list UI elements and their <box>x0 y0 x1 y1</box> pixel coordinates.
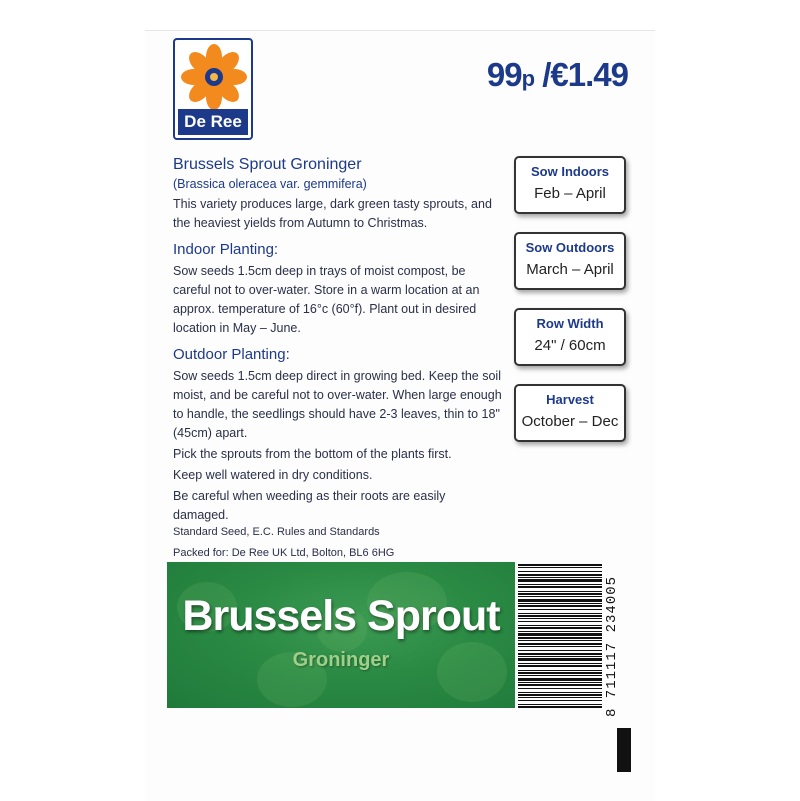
product-name: Brussels Sprout Groninger <box>173 156 362 173</box>
barcode-bar <box>518 682 602 683</box>
row-width-box <box>514 308 626 366</box>
barcode-bar <box>518 618 602 619</box>
barcode-bar <box>518 688 602 689</box>
barcode-bar <box>518 596 602 597</box>
barcode-bar <box>518 643 602 645</box>
price-separator: / <box>534 56 551 93</box>
outdoor-planting-text: Sow seeds 1.5cm deep direct in growing bed. Keep the soil moist, and be careful not to over-water. When large enough to handle, the seedlings should have 2-3 leaves, thin to 18" (45cm) apart. <box>173 369 502 440</box>
harvest-value: October – Dec <box>521 413 619 430</box>
harvest-label: Harvest <box>546 392 594 407</box>
outdoor-planting-heading: Outdoor Planting: <box>173 346 290 363</box>
barcode-bar <box>518 658 602 661</box>
packer-text: Packed for: De Ree UK Ltd, Bolton, BL6 6HG <box>173 547 395 559</box>
flower-icon <box>179 43 249 111</box>
product-description-panel <box>173 155 503 525</box>
sow-outdoors-box <box>514 232 626 290</box>
brand-name: De Ree <box>178 109 248 135</box>
barcode-bar <box>518 692 602 693</box>
barcode-bar <box>518 613 602 614</box>
barcode-bar <box>518 591 602 592</box>
barcode-bar <box>518 637 602 639</box>
sow-outdoors-value: March – April <box>526 261 614 278</box>
barcode-bar <box>518 656 602 657</box>
price-gbp-unit: p <box>521 66 535 91</box>
barcode-bar <box>518 646 602 647</box>
barcode-bar <box>518 574 602 576</box>
legal-info <box>173 522 394 564</box>
barcode-bar <box>518 615 602 617</box>
product-description: This variety produces large, dark green tasty sprouts, and the heaviest yields from Autumn to Christmas. <box>173 197 492 230</box>
barcode-bar <box>518 672 602 674</box>
sow-indoors-value: Feb – April <box>534 185 606 202</box>
barcode-bar <box>518 694 602 696</box>
brand-logo <box>173 38 253 140</box>
barcode-bar <box>518 675 602 676</box>
barcode-bar <box>518 564 602 566</box>
barcode-bar <box>518 653 602 655</box>
indoor-planting-heading: Indoor Planting: <box>173 241 279 258</box>
barcode-bar <box>518 706 602 708</box>
barcode-bar <box>518 697 602 698</box>
barcode-bar <box>518 593 602 595</box>
row-width-label: Row Width <box>536 316 604 331</box>
barcode-bar <box>518 670 602 671</box>
barcode-bar <box>518 631 602 632</box>
barcode-bar <box>518 621 602 622</box>
registration-mark <box>617 728 631 772</box>
standards-text: Standard Seed, E.C. Rules and Standards <box>173 526 380 538</box>
barcode-bar <box>518 704 602 705</box>
barcode-bar <box>518 700 602 701</box>
price-label <box>487 56 628 94</box>
barcode-bar <box>518 586 602 588</box>
barcode-bar <box>518 665 602 667</box>
barcode-bar <box>518 571 602 572</box>
sow-indoors-box <box>514 156 626 214</box>
barcode-bar <box>518 633 602 636</box>
barcode-bar <box>518 579 602 582</box>
barcode-bar <box>518 678 602 681</box>
barcode-bar <box>518 650 602 651</box>
price-eur: €1.49 <box>550 56 628 93</box>
barcode-bar <box>518 663 602 664</box>
price-gbp: 99 <box>486 56 522 93</box>
row-width-value: 24" / 60cm <box>534 337 606 354</box>
indoor-planting-text: Sow seeds 1.5cm deep in trays of moist compost, be careful not to over-water. Store in a warm location at an approx. temperature of 16°c (60°f). Plant out in desired location in May – June. <box>173 264 480 335</box>
barcode-bar <box>518 567 602 568</box>
barcode-bar <box>518 603 602 604</box>
tip-weeding: Be careful when weeding as their roots are easily damaged. <box>173 489 446 522</box>
product-banner <box>167 562 515 708</box>
barcode-bar <box>518 625 602 626</box>
barcode-number-container <box>604 562 624 717</box>
barcode-bar <box>518 577 602 578</box>
barcode-number: 8 711117 234005 <box>604 575 620 717</box>
barcode-bar <box>518 605 602 607</box>
barcode-bar <box>518 627 602 629</box>
product-latin-name: (Brassica oleracea var. gemmifera) <box>173 177 367 191</box>
barcode-bar <box>518 609 602 610</box>
barcode-bar <box>518 599 602 602</box>
tip-harvest: Pick the sprouts from the bottom of the plants first. <box>173 447 452 461</box>
sow-indoors-label: Sow Indoors <box>531 164 609 179</box>
banner-title: Brussels Sprout <box>182 592 500 640</box>
sow-outdoors-label: Sow Outdoors <box>525 240 615 255</box>
barcode-bar <box>518 640 602 641</box>
barcode-bar <box>518 584 602 585</box>
tip-watering: Keep well watered in dry conditions. <box>173 468 373 482</box>
barcode-bar <box>518 684 602 686</box>
banner-subtitle: Groninger <box>292 649 390 671</box>
harvest-box <box>514 384 626 442</box>
